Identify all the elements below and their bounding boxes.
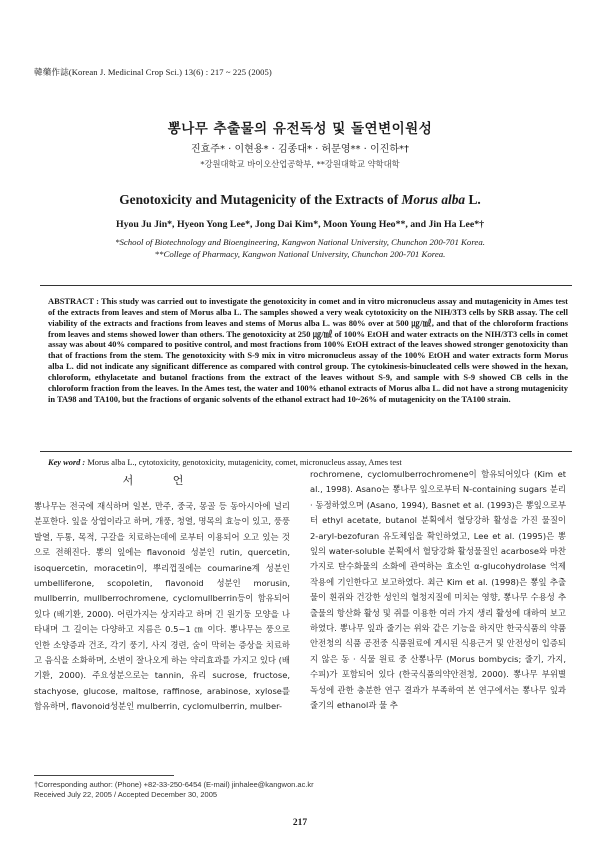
korean-title: 뽕나무 추출물의 유전독성 및 돌연변이원성 [167,121,433,137]
korean-authors: 진효주* · 이현용* · 김종대* · 허문영** · 이진하*† [190,144,410,155]
abstract [48,296,568,404]
body-column-left: 뽕나무는 전국에 재식하며 일본, 만주, 중국, 몽골 등 동아시아에 널리 분포한다. 잎을 상엽이라고 하며, 개풍, 청열, 명목의 효능이 있고, 풍풍발열, 두통, 목적, 구갈을 치료하는데에 로부터 이용되어 오고 있는 것으로 전해진다. 뽕의 잎에는 flavonoid 성분인 rutin, quercetin, isoquercetin, moracetin이, 뿌리껍질에는 coumarine계 성분인 umbelliferone, scopoletin, flavonoid 성분인 morusin, mullberrin, mullberrochromene, cyclomullberrin등이 함유되어있다 (배기환, 2000). 어린가지는 상지라고 하며 긴 원기둥 모양을 나타내며 그 길이는 다양하고 지름은 0.5~1 ㎝ 이다. 뽕나무는 풍으로 인한 소양증과 건조, 각기 풍기, 사지 경련, 숨이 막히는 증상을 치료하고 음식을 소화하며, 소변이 잘나오게 하는 약리효과를 가지고 있다 (배기환, 2000). 주요성분으로는 tannin, 유리 sucrose, fructose, stachyose, glucose, maltose, raffinose, arabinose, xylose를 함유하며, flavonoid성분인 mulberrin, cyclomulberrin, mulber- [34,501,290,712]
abstract-bottom-rule [40,451,572,452]
page-number: 217 [292,818,308,828]
abstract-text: This study was carried out to investigate the genotoxicity in comet and in vitro micronucleus assay and mutagenicity in Ames test of the extracts from leaves and stem of Morus alba L. The samples showed a very weak cytotoxicity on the NIH/3T3 cells by SRB assay. The cell viability of the extracts and fractions from leaves and stems of Morus alba L. was 80% over at 500 ㎍/㎖, and that of the chloroform fractions from leaves and stems showed lower than others. The genotoxicity at 250 ㎍/㎖ of 100% EtOH and water extracts on the NIH/3T3 cells in comet assay was about 40% compared to positive control, and most fractions from 100% EtOH extract of the leaves showed stronger genotoxicity than that of fractions from the stem. The genotoxicity with S-9 mix in vitro micronucleus assay of the 100% EtOH and water extracts form Morus alba L. did not indicate any significant difference as compared with control group. The cytokinesis-binucleated cells were showed in the hexan, chloroform, ethylacetate and butanol fractions from the extract of the leaves without S-9, and sample with S-9 showed CB cells in the chloroform fraction from the leaves. In the Ames test, the water and 100% ethanol extracts of Morus alba L. did not have a strong mutagenicity in TA98 and TA100, but the fractions of organic solvents of the ethanol extract had 10~26% of mutagenicity on the TA100 strain. [48,296,568,404]
footnote [34,780,314,800]
korean-affiliation: *강원대학교 바이오산업공학부, **강원대학교 약학대학 [200,159,400,169]
english-title [0,192,600,208]
english-title-suffix: L. [465,192,481,207]
english-title-species: Morus alba [401,192,466,207]
english-authors: Hyou Ju Jin*, Hyeon Yong Lee*, Jong Dai Kim*, Moon Young Heo**, and Jin Ha Lee*† [115,219,485,230]
corresponding-author-note: †Corresponding author: (Phone) +82-33-250-6454 (E-mail) jinhalee@kangwon.ac.kr [34,780,314,789]
keywords [48,458,568,467]
english-affiliation-2: **College of Pharmacy, Kangwon National University, Chunchon 200-701 Korea. [154,249,446,259]
english-affiliation-1: *School of Biotechnology and Bioengineering, Kangwon National University, Chunchon 200-701 Korea. [115,237,485,247]
abstract-label: ABSTRACT : [48,296,99,306]
journal-citation: 韓藥作誌(Korean J. Medicinal Crop Sci.) 13(6) : 217 ~ 225 (2005) [34,67,272,77]
section-heading-introduction: 서 언 [122,474,202,487]
english-title-prefix: Genotoxicity and Mutagenicity of the Extracts of [119,192,402,207]
body-column-right: rochromene, cyclomulberrochromene이 함유되어있다 (Kim et al., 1998). Asano는 뽕나무 잎으로부터 N-containing sugars 분리 · 동정하였으며 (Asano, 1994), Basnet et al. (1993)은 뽕잎으로부터 ethyl acetate, butanol 분획에서 혈당강하 활성을 가진 물질이 2-aryl-bezofuran 유도체임을 확인하였고, Lee et al. (1995)은 뽕잎의 water-soluble 분획에서 혈당강화 활성물질인 acarbose와 마찬가지로 탄수화물의 소화에 관여하는 효소인 α-glucohydrolase 억제작용에 기인한다고 보고하였다. 최근 Kim et al. (1998)은 뽕잎 추출물이 흰쥐와 건강한 성인의 혈청지질에 미치는 영향, 뽕나무 수용성 추출물의 항산화 활성 및 쥐를 이용한 여러 가지 생리 활성에 대하여 보고하였다. 뽕나무 잎과 줄기는 위와 같은 기능을 하지만 한국식품의 약품안전청의 식품 공전중 식품원료에 게시된 식용근거 및 안전성이 입증되지 않은 동 · 식물 원료 중 산뽕나무 (Morus bombycis; 줄기, 가지, 수피)가 포함되어 있다 (한국식품의약안전청, 2000). 뽕나무 부위별 독성에 관한 충분한 연구 결과가 부족하여 본 연구에서는 뽕나무 잎과 줄기의 ethanol과 물 추 [310,469,566,711]
keywords-label: Key word : [48,458,86,467]
abstract-top-rule [40,285,572,286]
received-accepted-note: Received July 22, 2005 / Accepted December 30, 2005 [34,790,218,799]
footnote-rule [34,775,174,776]
keywords-text: Morus alba L., cytotoxicity, genotoxicity, mutagenicity, comet, micronucleus assay, Ames test [87,458,402,467]
